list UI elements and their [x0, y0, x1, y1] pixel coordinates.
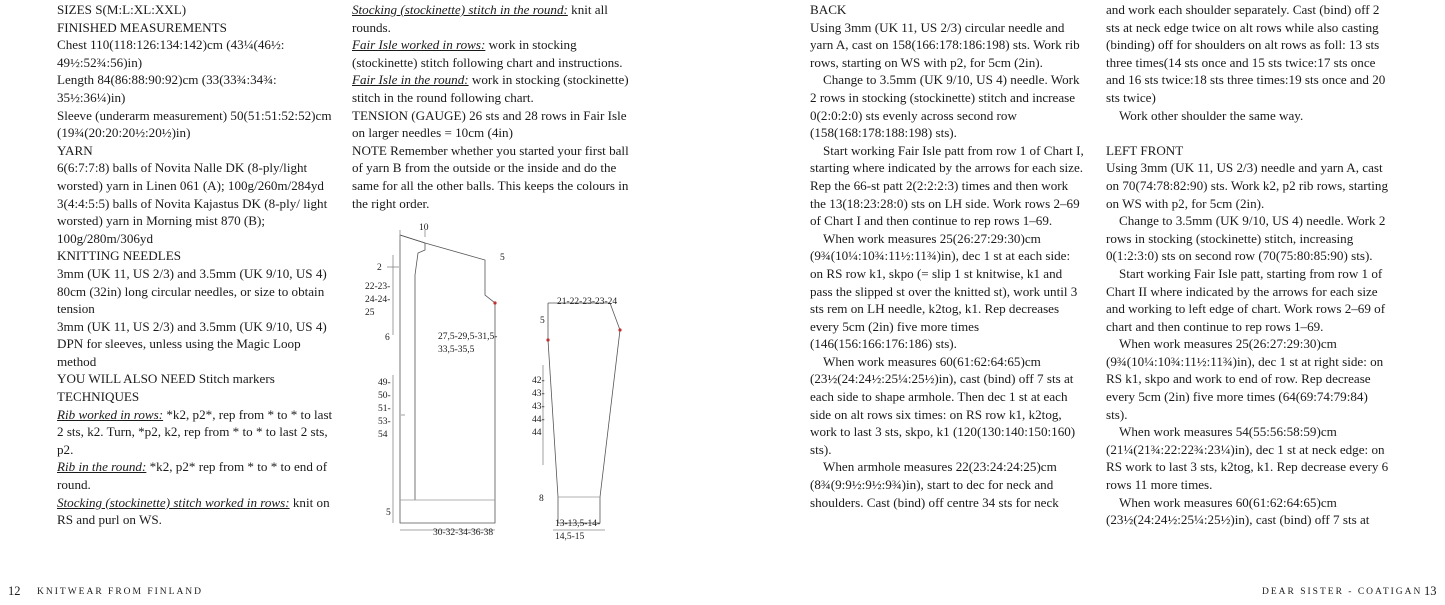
paragraph: Using 3mm (UK 11, US 2/3) needle and yarn A, cast on 70(74:78:82:90) sts. Work k2, p2 rib rows, starting on WS with p2, for 5cm (2in).	[1106, 160, 1389, 211]
paragraph: Chest 110(118:126:134:142)cm (43¼(46½: 49½:52¾:56)in)	[57, 37, 285, 70]
label-hem: 30-32-34-36-38	[433, 528, 494, 538]
paragraph: Sleeve (underarm measurement) 50(51:51:52:52)cm (19¾(20:20:20½:20½)in)	[57, 107, 332, 141]
technique-description: knit on RS and purl on WS.	[57, 494, 330, 528]
technique-description: knit all rounds.	[352, 2, 608, 35]
paragraph: BACK	[810, 2, 847, 17]
paragraph: YOU WILL ALSO NEED Stitch markers	[57, 371, 275, 387]
paragraph: When work measures 60(61:62:64:65)cm (23½(24:24½:25¼:25½)in), cast (bind) off 7 sts at	[1106, 494, 1370, 528]
paragraph	[352, 36, 642, 71]
technique-description: work in stocking (stockinette) stitch following chart and instructions.	[352, 37, 623, 70]
technique-description: *k2, p2* rep from * to * to end of round.	[57, 459, 328, 493]
paragraph: Change to 3.5mm (UK 9/10, US 4) needle. Work 2 rows in stocking (stockinette) stitch, increasing 0(1:2:3:0) sts on second row (70(75:80:85:90) sts).	[1106, 213, 1386, 264]
left-page-column-1	[57, 1, 342, 529]
paragraph: SIZES S(M:L:XL:XXL)	[57, 2, 187, 17]
label-cuff: 13-13,5-14-14,5-15	[555, 519, 601, 542]
paragraph: 6(6:7:7:8) balls of Novita Nalle DK (8-ply/light worsted) yarn in Linen 061 (A); 100g/260m/284yd 3(4:4:5:5) balls of Novita Kajastus DK (8-ply/ light worsted) yarn in Morning mist 870 (B); 100g/280m/306yd	[57, 160, 328, 246]
paragraph: When work measures 25(26:27:29:30)cm (9¾(10¼:10¾:11½:11¾)in), dec 1 st at each side: on RS row k1, skpo (= slip 1 st knitwise, k1 and pass the slipped st over the knitted st), work until 3 sts rem on LH needle, k2tog, k1. Rep decreases every 5cm (2in) five more times (146(156:166:176:186) sts).	[810, 230, 1078, 352]
paragraph	[57, 406, 342, 459]
paragraph: 3mm (UK 11, US 2/3) and 3.5mm (UK 9/10, US 4) DPN for sleeves, unless using the Magic Loop method	[57, 318, 327, 369]
paragraph: Start working Fair Isle patt, starting from row 1 of Chart II where indicated by the arrows for each size and working to left edge of chart. Work rows 2–69 of chart and then continue to rep rows 1–69.	[1106, 265, 1386, 334]
label-shoulder-drop: 5	[500, 253, 505, 263]
paragraph: Change to 3.5mm (UK 9/10, US 4) needle. Work 2 rows in stocking (stockinette) stitch and increase 0(2:0:2:0) sts evenly across second row (158(168:178:188:198) sts).	[810, 72, 1080, 141]
technique-description: work in stocking (stockinette) stitch in the round following chart.	[352, 72, 629, 105]
label-top-width: 10	[419, 223, 429, 233]
technique-term: Fair Isle worked in rows:	[352, 37, 486, 53]
label-sleeve-length: 42-43-43-44-44	[532, 376, 545, 438]
paragraph	[57, 458, 342, 493]
technique-term: Stocking (stockinette) stitch worked in rows:	[57, 494, 290, 510]
paragraph: Work other shoulder the same way.	[1119, 107, 1304, 123]
paragraph: KNITTING NEEDLES	[57, 248, 182, 264]
label-sleeve-rib: 8	[539, 494, 544, 504]
paragraph: LEFT FRONT	[1106, 142, 1184, 158]
paragraph: TENSION (GAUGE) 26 sts and 28 rows in Fair Isle on larger needles = 10cm (4in)	[352, 107, 627, 141]
label-body-width: 27,5-29,5-31,5-33,5-35,5	[438, 332, 498, 355]
paragraph: FINISHED MEASUREMENTS	[57, 19, 227, 35]
running-title-right: DEAR SISTER - COATIGAN	[1262, 587, 1423, 597]
paragraph: TECHNIQUES	[57, 389, 140, 405]
technique-term: Rib worked in rows:	[57, 406, 164, 422]
technique-description: *k2, p2*, rep from * to * to last 2 sts, k2. Turn, *p2, k2, rep from * to * to last 2 sts, p2.	[57, 406, 333, 457]
paragraph-spacer	[1106, 124, 1391, 142]
paragraph: Start working Fair Isle patt from row 1 of Chart I, starting where indicated by the arrows for each size. Rep the 66-st patt 2(2:2:2:3) times and then work the 13(18:23:28:0) sts on LH side. Work rows 2–69 of Chart I and then continue to rep rows 1–69.	[810, 142, 1084, 229]
label-sleeve-cap: 5	[540, 316, 545, 326]
paragraph: When work measures 25(26:27:29:30)cm (9¾(10¼:10¾:11½:11¾)in), dec 1 st at right side: on RS k1, skpo and work to end of row. Rep decrease every 5cm (2in) five more times (64(69:74:79:84) sts).	[1106, 336, 1384, 422]
paragraph: NOTE Remember whether you started your first ball of yarn B from the outside or the inside and do the same for all the other balls. This keeps the colours in the right order.	[352, 142, 629, 211]
paragraph	[352, 71, 642, 106]
paragraph	[57, 494, 342, 529]
technique-term: Fair Isle in the round:	[352, 72, 469, 88]
left-page-column-2	[352, 1, 642, 212]
paragraph: YARN	[57, 142, 93, 158]
paragraph: Using 3mm (UK 11, US 2/3) circular needle and yarn A, cast on 158(166:178:186:198) sts. Work rib rows, starting on WS with p2, for 5cm (2in).	[810, 19, 1080, 70]
technique-term: Rib in the round:	[57, 459, 147, 475]
right-page-column-1	[810, 1, 1085, 511]
paragraph: and work each shoulder separately. Cast (bind) off 2 sts at neck edge twice on alt rows while also casting (binding) off for shoulders on alt rows as foll: 13 sts three times(14 sts once and 15 sts twice:17 sts once and 16 sts twice:18 sts three times:19 sts once and 20 sts twice)	[1106, 2, 1386, 105]
page-number-right: 13	[1424, 584, 1437, 598]
label-body-length: 49-50-51-53-54	[378, 378, 391, 440]
technique-term: Stocking (stockinette) stitch in the round:	[352, 2, 568, 17]
right-page-column-2	[1106, 1, 1391, 529]
measurement-schematic	[345, 215, 645, 545]
paragraph: Length 84(86:88:90:92)cm (33(33¾:34¾: 35½:36¼)in)	[57, 72, 277, 105]
paragraph: When work measures 54(55:56:58:59)cm (21¼(21¾:22:22¾:23¼)in), dec 1 st at neck edge: on RS work to last 3 sts, k2tog, k1. Rep decrease every 6 rows 11 more times.	[1106, 424, 1389, 493]
label-neck: 2	[377, 263, 382, 273]
label-armhole: 22-23-24-24-25	[365, 282, 391, 318]
paragraph: When armhole measures 22(23:24:24:25)cm (8¾(9:9½:9½:9¾)in), start to dec for neck and shoulders. Cast (bind) off centre 34 sts for neck	[810, 459, 1059, 510]
page-number-left: 12	[8, 584, 21, 598]
running-title-left: KNITWEAR FROM FINLAND	[37, 587, 204, 597]
label-sleeve-top: 21-22-23-23-24	[557, 297, 618, 307]
label-rib: 5	[386, 508, 391, 518]
label-armhole-dec: 6	[385, 333, 390, 343]
schematic-labels	[365, 223, 617, 542]
paragraph: When work measures 60(61:62:64:65)cm (23½(24:24½:25¼:25½)in), cast (bind) off 7 sts at each side to shape armhole. Then dec 1 st at each side on alt rows six times: on RS row k1, k2tog, work to last 3 sts, skpo, k1 (120(130:140:150:160) sts).	[810, 353, 1076, 457]
paragraph: 3mm (UK 11, US 2/3) and 3.5mm (UK 9/10, US 4) 80cm (32in) long circular needles, or size to obtain tension	[57, 265, 327, 317]
paragraph	[352, 1, 642, 36]
